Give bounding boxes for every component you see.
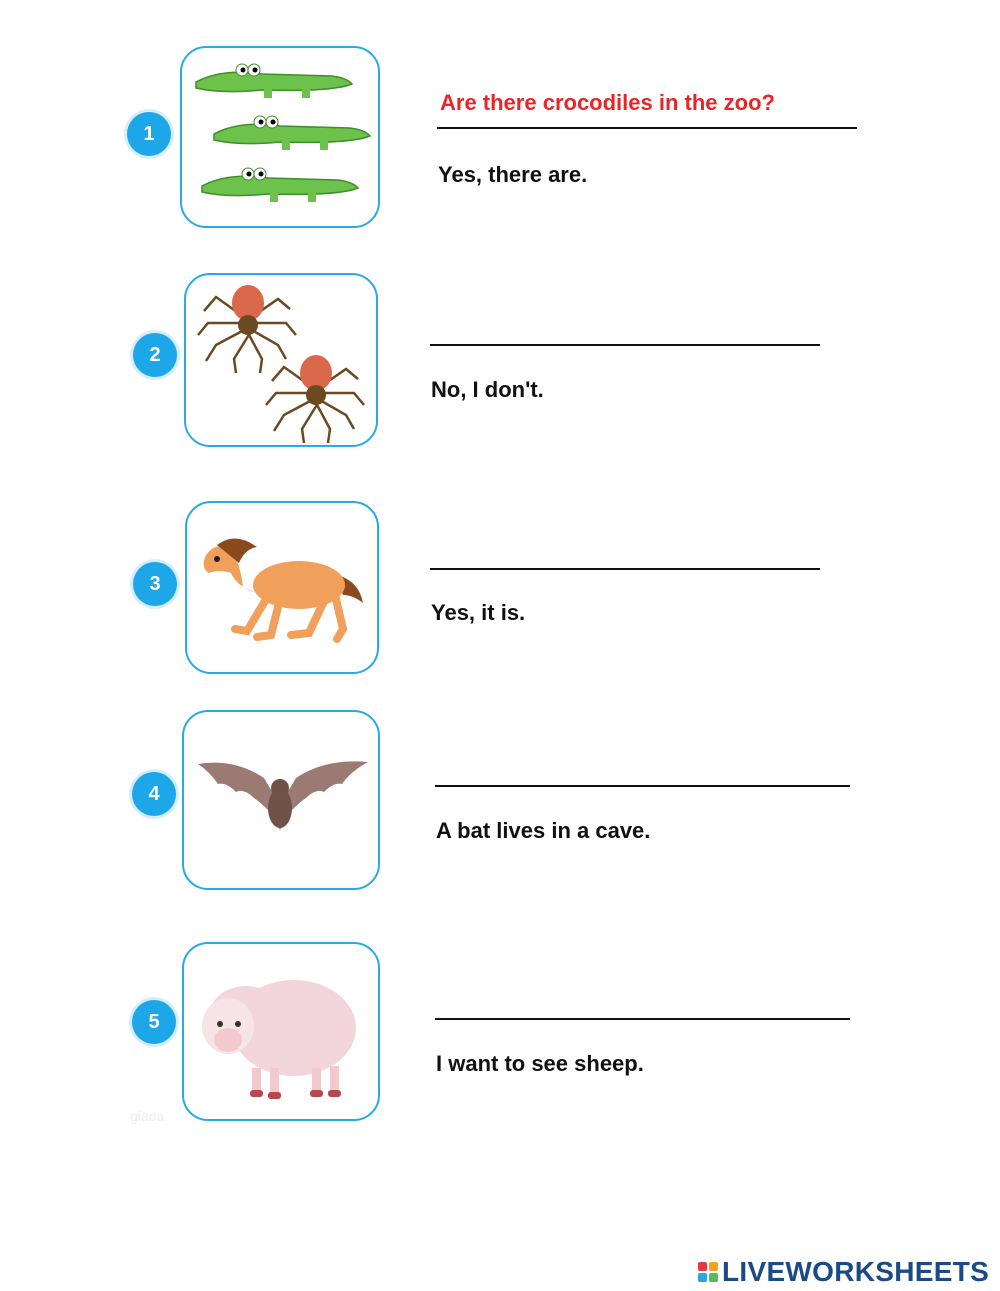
logo-square [698,1262,707,1271]
logo-square [709,1273,718,1282]
item-number-badge: 4 [132,772,176,816]
question-input[interactable] [435,982,854,1018]
answer-line [437,127,857,129]
brand-name: LIVEWORKSHEETS [722,1256,990,1287]
logo-square [698,1273,707,1282]
item-number-badge: 5 [132,1000,176,1044]
crocodiles-picture [180,46,380,228]
sheep-picture [182,942,380,1121]
spiders-picture [184,273,378,447]
answer-text: I want to see sheep. [436,1051,644,1076]
watermark: giaoa [130,1108,165,1124]
question-input[interactable] [430,532,824,568]
horse-icon [187,503,377,672]
sheep-icon [184,944,378,1119]
answer-line [435,1018,850,1020]
answer-text: No, I don't. [431,377,544,402]
item-number-badge: 3 [133,562,177,606]
answer-line [435,785,850,787]
crocodile-icon [202,168,358,202]
logo-icon [698,1262,718,1282]
question-text: Are there crocodiles in the zoo? [440,90,775,115]
crocodile-icon [196,64,352,98]
question-input[interactable] [430,308,824,344]
item-number-badge: 1 [127,112,171,156]
horse-picture [185,501,379,674]
answer-line [430,344,820,346]
bat-icon [184,712,378,888]
answer-text: A bat lives in a cave. [436,818,651,843]
answer-text: Yes, it is. [431,600,526,625]
question-input[interactable] [435,749,854,785]
answer-line [430,568,820,570]
liveworksheets-logo [698,1256,989,1288]
logo-square [709,1262,718,1271]
answer-text: Yes, there are. [438,162,588,187]
crocodile-icon [214,116,370,150]
item-number-badge: 2 [133,333,177,377]
bat-picture [182,710,380,890]
